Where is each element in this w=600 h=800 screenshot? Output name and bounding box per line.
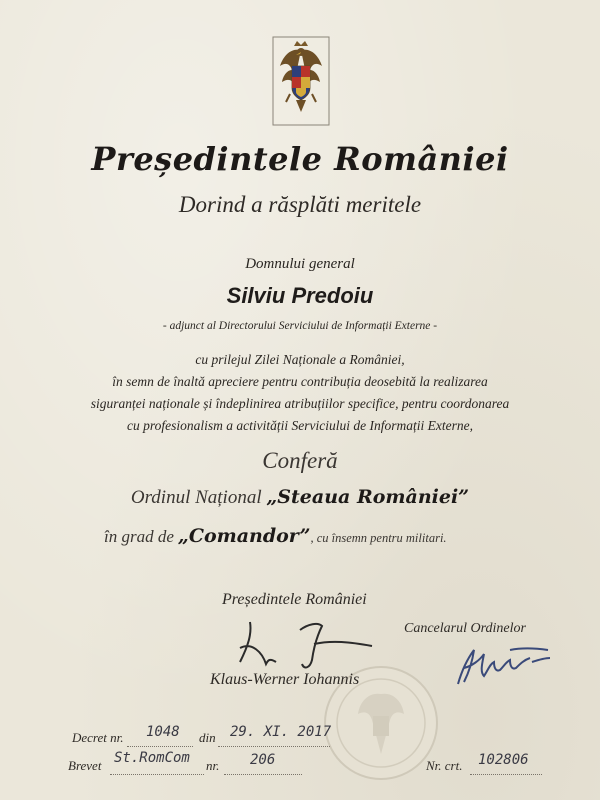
cert-number: 102806 [478,752,529,768]
patent-series-line [110,774,204,775]
order-name: „Steaua României” [266,486,470,508]
body-line: cu prilejul Zilei Naționale a României, [195,352,405,367]
patent-number: 206 [250,752,276,768]
certificate-subtitle: Dorind a răsplăti meritele [178,192,422,217]
grade-line [104,525,447,547]
grade-name: „Comandor” [177,525,311,547]
president-label: Președintele României [222,591,367,608]
president-name: Klaus-Werner Iohannis [210,671,360,688]
order-prefix: Ordinul Național [130,487,262,508]
confers-heading: Conferă [262,448,338,473]
president-signature-icon [222,612,382,672]
body-line: în semn de înaltă apreciere pentru contribuția deosebită la realizarea [112,374,488,389]
decree-number-line [127,746,193,747]
order-line [0,486,600,509]
recipient-name: Silviu Predoiu [226,283,374,308]
patent-nr-label: nr. [206,758,220,773]
body-line: siguranței naționale și îndeplinirea atribuțiilor specifice, pentru coordonarea [90,396,510,411]
cert-label: Nr. crt. [426,758,463,773]
chancellor-signature-icon [450,640,560,690]
body-line: cu profesionalism a activității Serviciului de Informații Externe, [127,418,473,433]
patent-number-line [224,774,302,775]
grade-prefix: în grad de [104,527,174,546]
certificate-title: Președintele României [91,140,509,178]
decree-label: Decret nr. [72,730,124,745]
romanian-coat-of-arms-icon [272,36,330,126]
patent-series: St.RomCom [114,750,190,766]
patent-label: Brevet [68,758,102,773]
cert-number-line [470,774,542,775]
recipient-role: - adjunct al Directorului Serviciului de Informații Externe - [162,320,438,332]
date-line [218,746,330,747]
decree-number: 1048 [146,724,180,740]
grade-suffix: , cu însemn pentru militari. [310,531,447,545]
date-value: 29. XI. 2017 [230,724,332,740]
date-label: din [199,730,216,745]
chancellor-label: Cancelarul Ordinelor [404,621,526,636]
recipient-salutation: Domnului general [245,256,355,272]
